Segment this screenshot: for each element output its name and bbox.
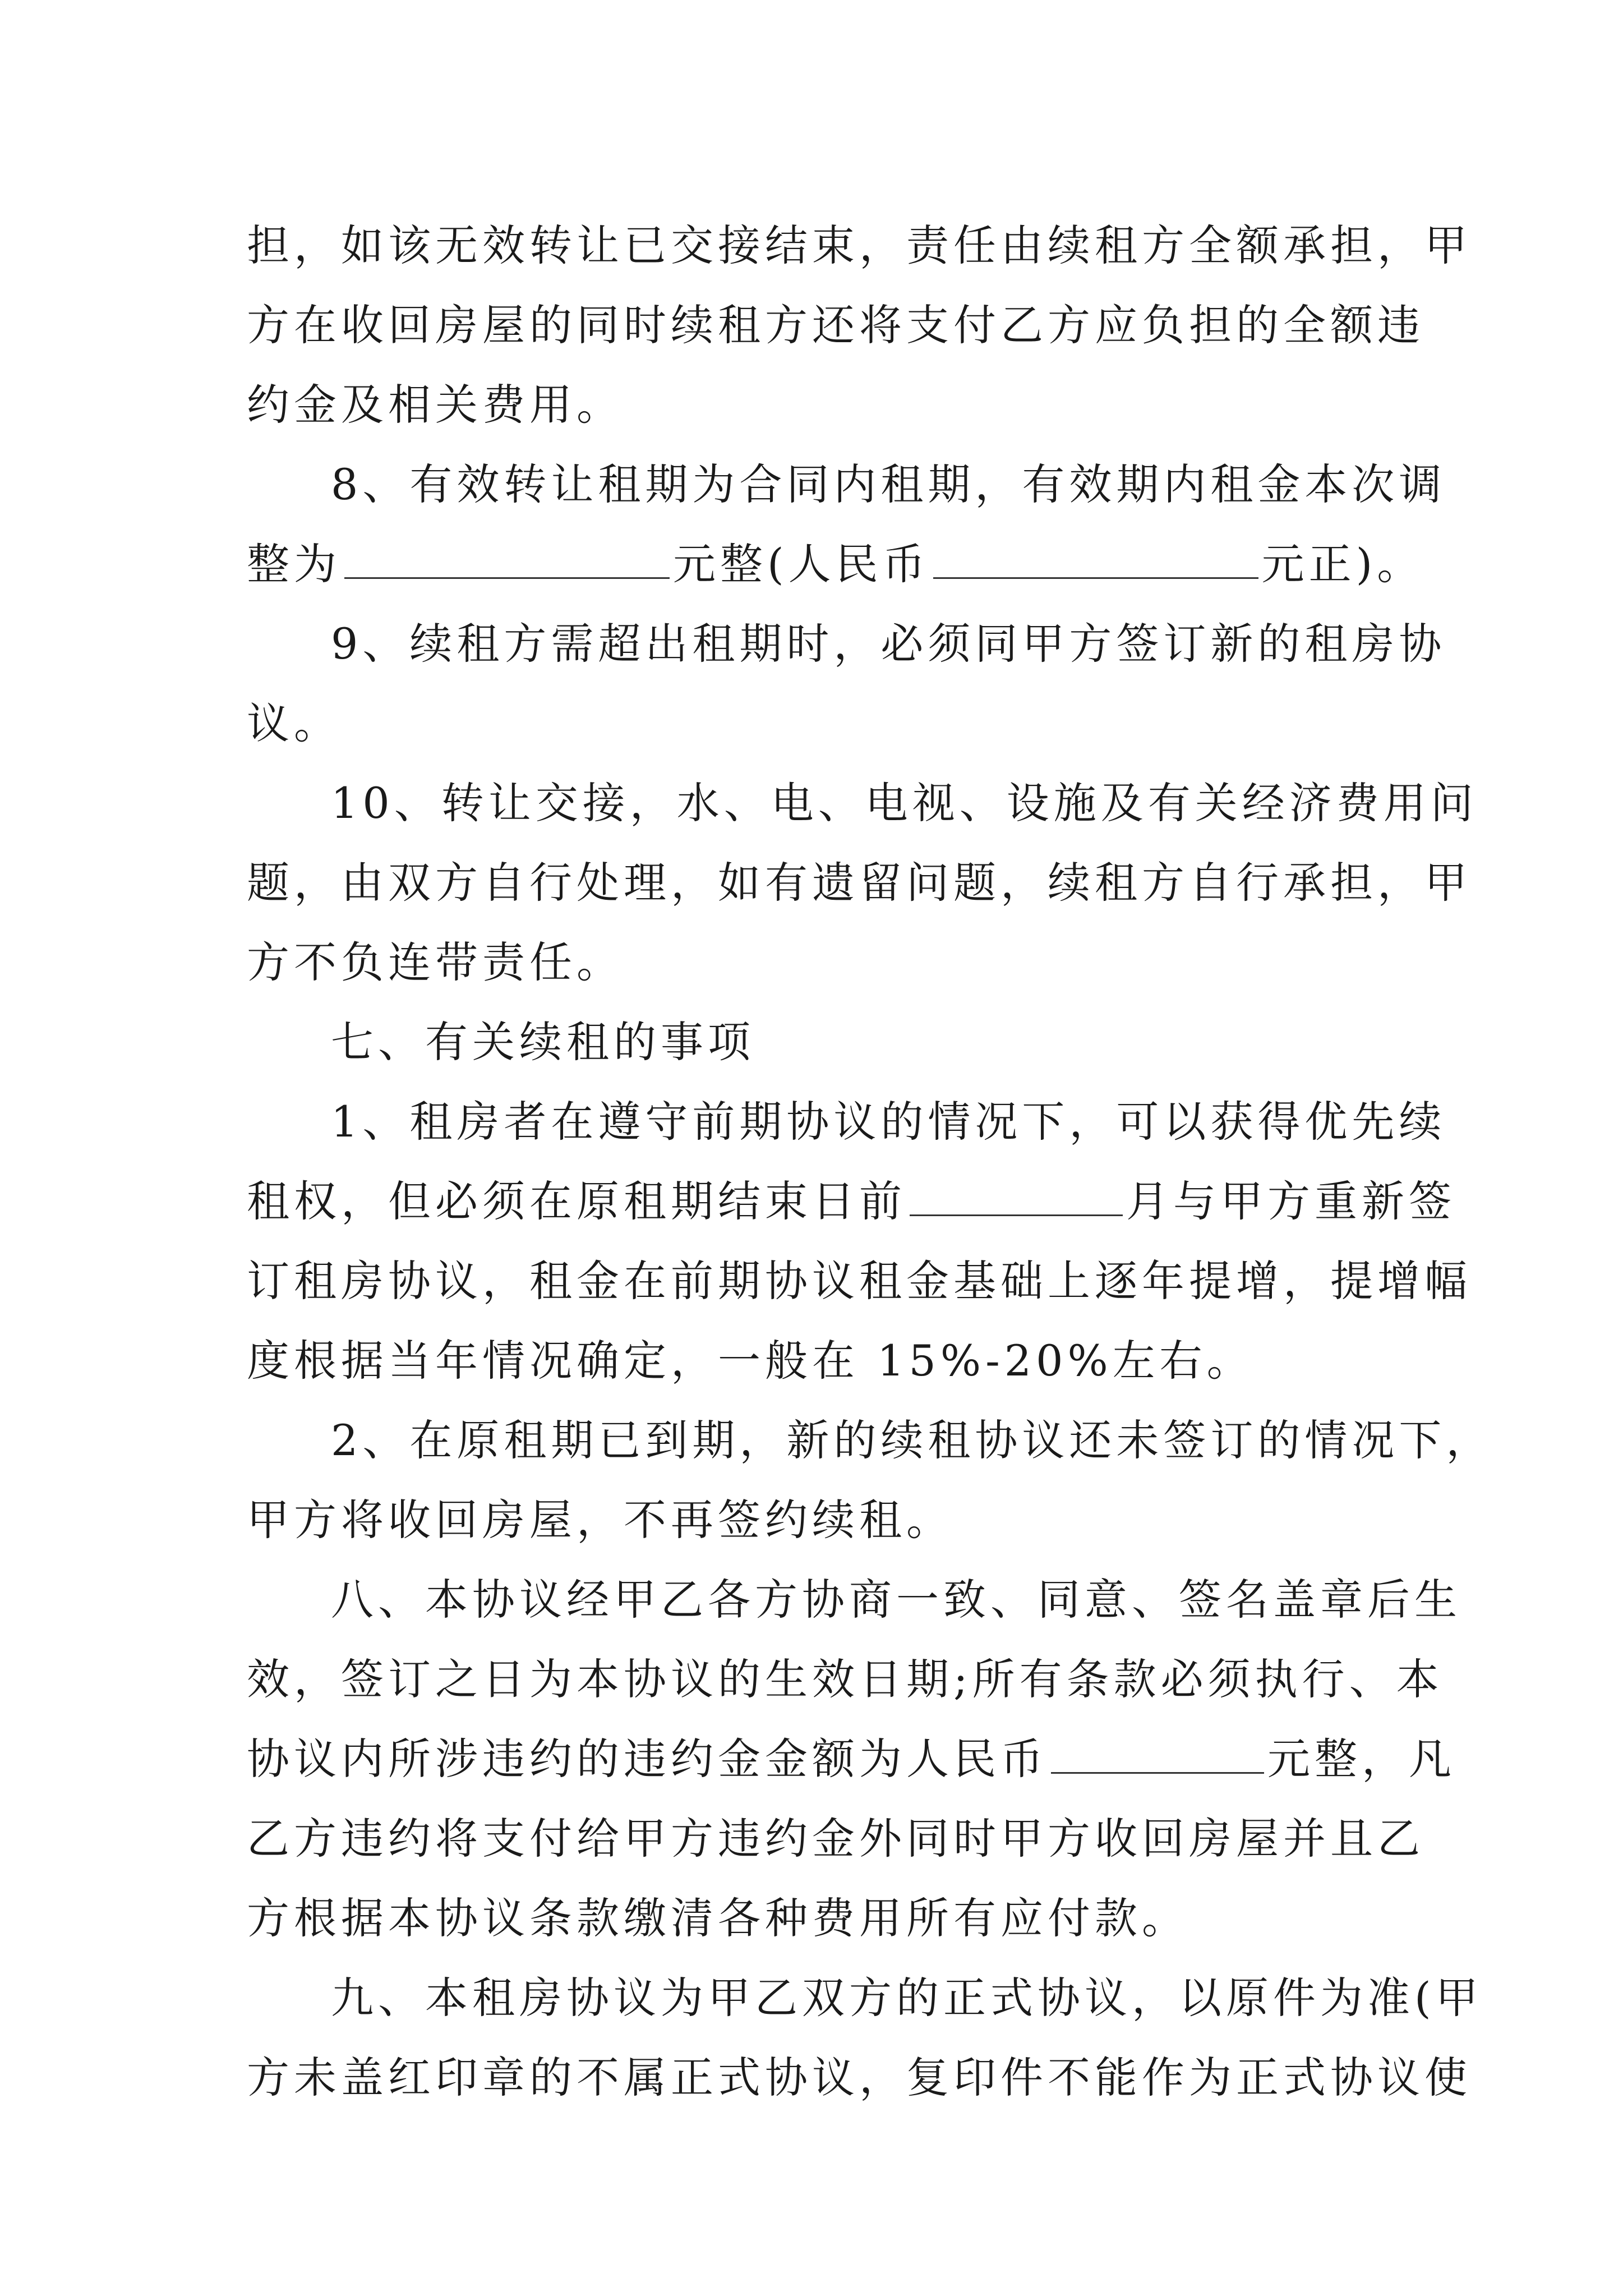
section-7-clause-2-line-2: 甲方将收回房屋，不再签约续租。 bbox=[247, 1495, 953, 1545]
text-segment: 元整(人民币 bbox=[673, 539, 930, 589]
clause-10-line-2: 题，由双方自行处理，如有遗留问题，续租方自行承担，甲 bbox=[247, 858, 1472, 908]
text-segment: 元整，凡 bbox=[1267, 1734, 1456, 1784]
section-9-line-2: 方未盖红印章的不属正式协议，复印件不能作为正式协议使 bbox=[247, 2053, 1472, 2102]
blank-field bbox=[344, 538, 670, 579]
text-segment: 月与甲方重新签 bbox=[1126, 1176, 1456, 1226]
section-8-line-4: 乙方违约将支付给甲方违约金外同时甲方收回房屋并且乙 bbox=[247, 1814, 1424, 1864]
clause-9-line-1: 9、续租方需超出租期时，必须同甲方签订新的租房协 bbox=[331, 619, 1446, 669]
section-8-line-3 bbox=[247, 1731, 1456, 1787]
text-segment: 元正)。 bbox=[1261, 539, 1424, 589]
clause-8-line-2 bbox=[247, 536, 1424, 592]
text-line: 担，如该无效转让已交接结束，责任由续租方全额承担，甲 bbox=[247, 220, 1472, 270]
section-7-clause-1-line-4: 度根据当年情况确定，一般在 15%-20%左右。 bbox=[247, 1336, 1254, 1386]
section-7-clause-1-line-1: 1、租房者在遵守前期协议的情况下，可以获得优先续 bbox=[331, 1097, 1446, 1147]
section-9-line-1: 九、本租房协议为甲乙双方的正式协议，以原件为准(甲 bbox=[331, 1973, 1483, 2023]
clause-8-line-1: 8、有效转让租期为合同内租期，有效期内租金本次调 bbox=[331, 459, 1446, 509]
section-8-line-1: 八、本协议经甲乙各方协商一致、同意、签名盖章后生 bbox=[331, 1575, 1461, 1625]
clause-10-line-1: 10、转让交接，水、电、电视、设施及有关经济费用问 bbox=[331, 778, 1478, 828]
clause-9-line-2: 议。 bbox=[247, 698, 341, 748]
section-7-clause-1-line-3: 订租房协议，租金在前期协议租金基础上逐年提增，提增幅 bbox=[247, 1256, 1472, 1306]
section-8-line-2: 效，签订之日为本协议的生效日期;所有条款必须执行、本 bbox=[247, 1654, 1444, 1704]
blank-field bbox=[910, 1175, 1123, 1216]
clause-10-line-3: 方不负连带责任。 bbox=[247, 937, 624, 987]
blank-field bbox=[1051, 1733, 1264, 1774]
text-segment: 整为 bbox=[247, 539, 341, 589]
text-segment: 租权，但必须在原租期结束日前 bbox=[247, 1176, 906, 1226]
text-segment: 协议内所涉违约的违约金金额为人民币 bbox=[247, 1734, 1048, 1784]
text-line: 方在收回房屋的同时续租方还将支付乙方应负担的全额违 bbox=[247, 300, 1424, 350]
blank-field bbox=[933, 538, 1258, 579]
text-line: 约金及相关费用。 bbox=[247, 380, 624, 430]
section-7-clause-1-line-2 bbox=[247, 1174, 1456, 1230]
section-8-line-5: 方根据本协议条款缴清各种费用所有应付款。 bbox=[247, 1893, 1189, 1943]
section-7-clause-2-line-1: 2、在原租期已到期，新的续租协议还未签订的情况下， bbox=[331, 1415, 1493, 1465]
section-7-heading: 七、有关续租的事项 bbox=[331, 1017, 755, 1067]
